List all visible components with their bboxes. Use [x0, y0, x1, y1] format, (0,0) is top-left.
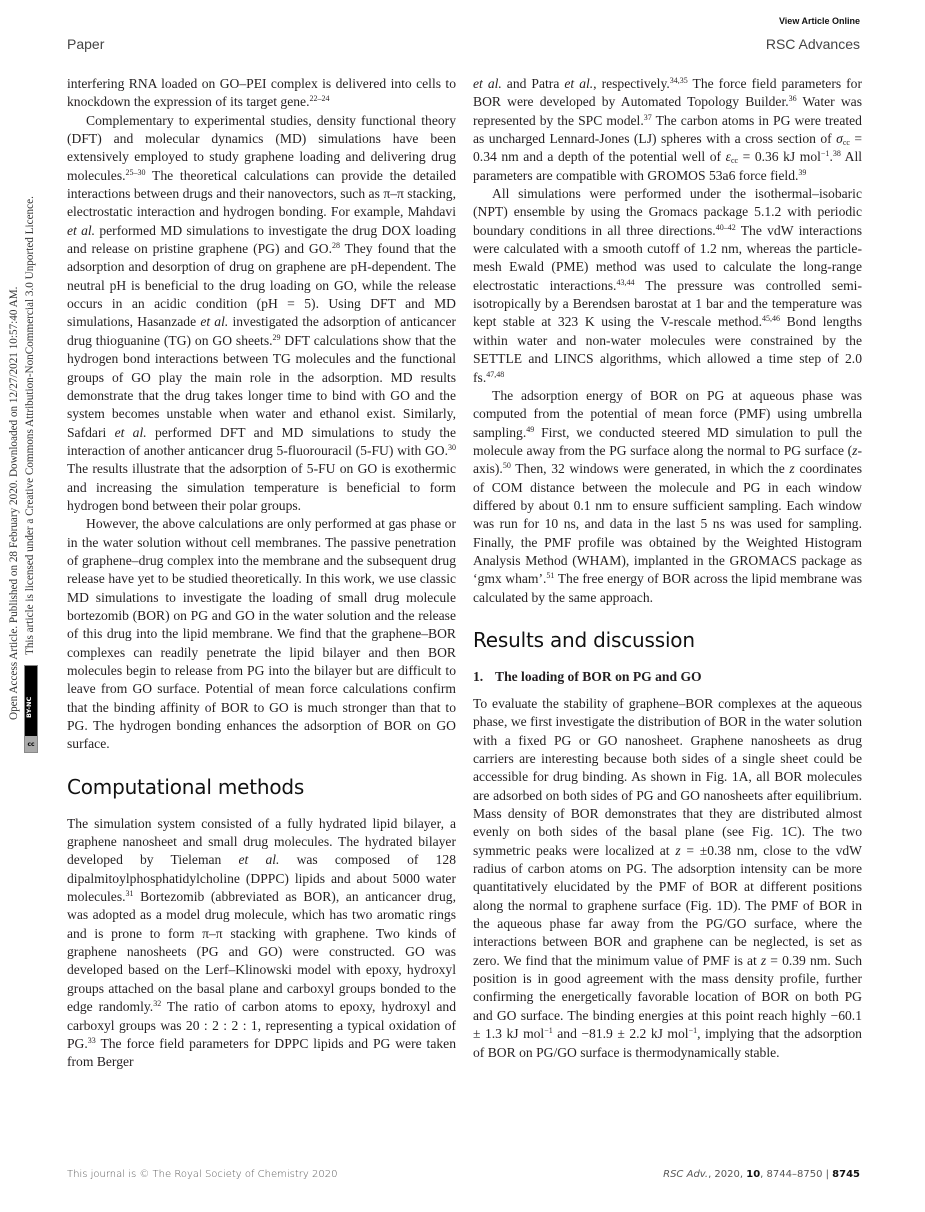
citation-ref[interactable]: 36 — [788, 94, 797, 104]
section-label: Paper — [67, 36, 105, 52]
citation-ref[interactable]: 30 — [448, 442, 456, 452]
subsection-heading — [473, 668, 862, 686]
paragraph: interfering RNA loaded on GO–PEI complex is delivered into cells to knockdown the expression of its target gene.$^{22-24}$ — [67, 76, 456, 110]
section-heading-results-and-discussion: Results and discussion — [473, 627, 695, 652]
citation-ref[interactable]: 22–24 — [309, 94, 330, 104]
citation-ref[interactable]: 39 — [798, 167, 807, 177]
paragraph: To evaluate the stability of graphene–BOR complexes at the aqueous phase, we first investigate the distribution of BOR in the water solution with a fixed PG or GO nanosheet. Graphene nanosheets as drug carriers are interesting because both sides of a single sheet could be accessible for drug binding. As shown in Fig. 1A, all BOR molecules are adsorbed on both sides of PG and GO nanosheets after equilibrium. Mass density of BOR demonstrates that they are distributed almost evenly on both sides of the basal plane (see Fig. 1C). The two symmetric peaks were localized at z = ±0.38 nm, close to the vdW radius of carbon atoms on PG. The adsorption intensity can be more quantitatively elucidated by the PMF of BOR at different positions along the normal to graphene surface (Fig. 1D). The PMF of BOR in the aqueous phase far away from the PG/GO surface, where the interactions between BOR and graphene can be neglected, is set as zero. We find that the minimum value of PMF is at z = 0.39 nm. Such position is in good agreement with the mass density profile, further confirming the energetically favorable location of BOR on both PG and GO surface. The binding energies at this point reach highly −60.1 ± 1.3 kJ mol$^{-1}$ and −81.9 ± 2.2 kJ mol$^{-1}$, implying that the adsorption of BOR on PG/GO surface is thermodynamically stable. — [473, 695, 862, 1060]
paragraph: The simulation system consisted of a fully hydrated lipid bilayer, a graphene nanosheet and small drug molecules. The hydrated bilayer developed by Tieleman et al. was composed of 128 dipalmitoylphosphatidylcholine (DPPC) lipids and about 5000 water molecules.$^{31}$ Bortezomib (abbreviated as BOR), an anticancer drug, was adopted as a model drug molecule, which has two aromatic rings and is prone to form π–π stacking with graphene. Two kinds of graphene nanosheets (PG and GO) were constructed. GO was developed based on the Lerf–Klinowski model with epoxy, hydroxyl groups attached on the basal plane and carboxyl groups bonded to the edge randomly.$^{32}$ The ratio of carbon atoms to epoxy, hydroxyl and carboxyl groups was 20 : 2 : 2 : 1, representing a typical oxidation of PG.$^{33}$ The force field parameters for DPPC lipids and PG were taken from Berger — [67, 815, 456, 1070]
view-article-online-link[interactable]: View Article Online — [778, 16, 860, 26]
citation-ref[interactable]: 40–42 — [715, 222, 736, 232]
citation-ref[interactable]: 50 — [502, 461, 511, 471]
section-heading-computational-methods: Computational methods — [67, 774, 305, 799]
license-notice[interactable]: This article is licensed under a Creative Commons Attribution-NonCommercial 3.0 Unported Licence. — [24, 196, 36, 655]
cc-license-badge[interactable] — [24, 665, 38, 753]
citation-ref[interactable]: 49 — [526, 424, 535, 434]
cc-icon: cc — [25, 736, 37, 752]
citation-footer: RSC Adv., 2020, 10, 8744–8750 | 8745 — [663, 1169, 860, 1180]
subsection-number: 1. — [473, 668, 484, 684]
citation-ref[interactable]: 28 — [331, 241, 340, 251]
paragraph: However, the above calculations are only performed at gas phase or in the water solution without cell membranes. The passive penetration of graphene–drug complex into the membrane and the subsequent drug release have yet to be studied theoretically. In this work, we use classic MD simulations to investigate the loading of small drug molecule bortezomib (BOR) on PG and GO in the water solution and the release of this drug into the lipid membrane. We find that the graphene–BOR complexes can readily penetrate the lipid bilayer and then BOR molecules begin to release from PG into the bilayer but are difficult to leave from GO surface. Potential of mean force calculations confirm that the binding affinity of BOR to GO is much stronger than that to PG. The hydrogen bonding enhances the adsorption of BOR on GO surface. — [67, 516, 456, 752]
citation-ref[interactable]: 25–30 — [125, 167, 146, 177]
journal-name: RSC Advances — [765, 36, 860, 52]
page-number: 8745 — [832, 1169, 860, 1180]
left-column — [67, 75, 456, 1072]
subsection-title: The loading of BOR on PG and GO — [495, 668, 702, 684]
copyright-notice: This journal is © The Royal Society of Chemistry 2020 — [67, 1169, 338, 1180]
citation-ref[interactable]: 29 — [272, 332, 281, 342]
citation-ref[interactable]: 51 — [546, 571, 555, 581]
citation-ref[interactable]: 47,48 — [486, 369, 505, 379]
publication-notice: Open Access Article. Published on 28 February 2020. Downloaded on 12/27/2021 10:57:40 AM. — [8, 286, 20, 720]
citation-ref[interactable]: 45,46 — [762, 314, 780, 324]
paragraph: The adsorption energy of BOR on PG at aqueous phase was computed from the potential of mean force (PMF) using umbrella sampling.$^{49}$ First, we conducted steered MD simulation to pull the molecule away from the PG surface along the normal to PG surface (z-axis).$^{50}$ Then, 32 windows were generated, in which the z coordinates of COM distance between the molecule and PG in each window differed by about 0.1 nm to ensure sufficient sampling. Each window was run for 10 ns, and data in the last 5 ns was used for sampling. Finally, the PMF profile was obtained by the Weighted Histogram Analysis Method (WHAM), implanted in the GROMACS package as ‘gmx wham’.$^{51}$ The free energy of BOR across the lipid membrane was calculated by the same approach. — [473, 387, 862, 605]
citation-ref[interactable]: 33 — [87, 1035, 96, 1045]
paragraph: All simulations were performed under the isothermal–isobaric (NPT) ensemble by using the Gromacs package 5.1.2 with periodic boundary conditions in all three directions.$^{40-42}$ The vdW interactions were calculated with a smooth cutoff of 1.2 nm, whereas the particle-mesh Ewald (PME) method was used to calculate the long-range electrostatic interactions.$^{43,44}$ The pressure was controlled semi-isotropically by a Berendsen barostat at 1 bar and the temperature was kept stable at 323 K using the V-rescale method.$^{45,46}$ Bond lengths within water and non-water molecules were constrained by the SETTLE and LINCS algorithms, which allowed a time step of 2.0 fs.$^{47,48}$ — [473, 186, 862, 385]
citation-ref[interactable]: 38 — [832, 149, 841, 159]
citation-ref[interactable]: 34,35 — [669, 76, 688, 85]
citation-ref[interactable]: 37 — [643, 112, 652, 122]
right-column — [473, 75, 862, 1062]
license-badge-label: BY-NC — [25, 696, 33, 718]
open-access-notice — [0, 0, 50, 760]
citation-journal: RSC Adv. — [663, 1169, 709, 1180]
citation-ref[interactable]: 43,44 — [616, 277, 635, 287]
paragraph: et al. and Patra et al., respectively.$^{34,35}$ The force field parameters for BOR were developed by Automated Topology Builder.$^{36}$ Water was represented by the SPC model.$^{37}$ The carbon atoms in PG were treated as uncharged Lennard-Jones (LJ) spheres with a cross section of $\sigma_{cc} = 0.34$ nm and a depth of the potential well of $\varepsilon_{cc} = 0.36$ kJ mol$^{-1}$.$^{38}$ All parameters are compatible with GROMOS 53a6 force field.$^{39}$ — [473, 76, 862, 183]
citation-ref[interactable]: 32 — [153, 999, 162, 1009]
citation-ref[interactable]: 31 — [125, 889, 134, 899]
paragraph: Complementary to experimental studies, density functional theory (DFT) and molecular dynamics (MD) simulations have been extensively employed to study graphene loading and delivering drug molecules.$^{25-30}$ The theoretical calculations can provide the detailed interactions between drugs and their nanovectors, such as π–π stacking, electrostatic interaction and hydrogen bonding. For example, Mahdavi et al. performed MD simulations to investigate the drug DOX loading and release on pristine graphene (PG) and GO.$^{28}$ They found that the adsorption and desorption of drug on graphene are pH-dependent. The neutral pH is beneficial to the drug loading on GO, while the release occurs in an acidic condition (pH = 5). Using DFT and MD simulations, Hasanzade et al. investigated the adsorption of anticancer drug thioguanine (TG) on GO sheets.$^{29}$ DFT calculations show that the hydrogen bond interactions between TG molecules and the functional groups of GO play the main role in the adsorption. MD results demonstrate that the drug takes longer time to bind with GO and the system becomes unstable when water and ethanol exist. Similarly, Safdari et al. performed DFT and MD simulations to study the interaction of another anticancer drug 5-fluorouracil (5-FU) with GO.$^{30}$ The results illustrate that the adsorption of 5-FU on GO is exothermic and increasing the simulation temperature is beneficial to form hydrogen bond between their polar groups. — [67, 112, 457, 513]
citation-volume: 10 — [746, 1169, 761, 1180]
